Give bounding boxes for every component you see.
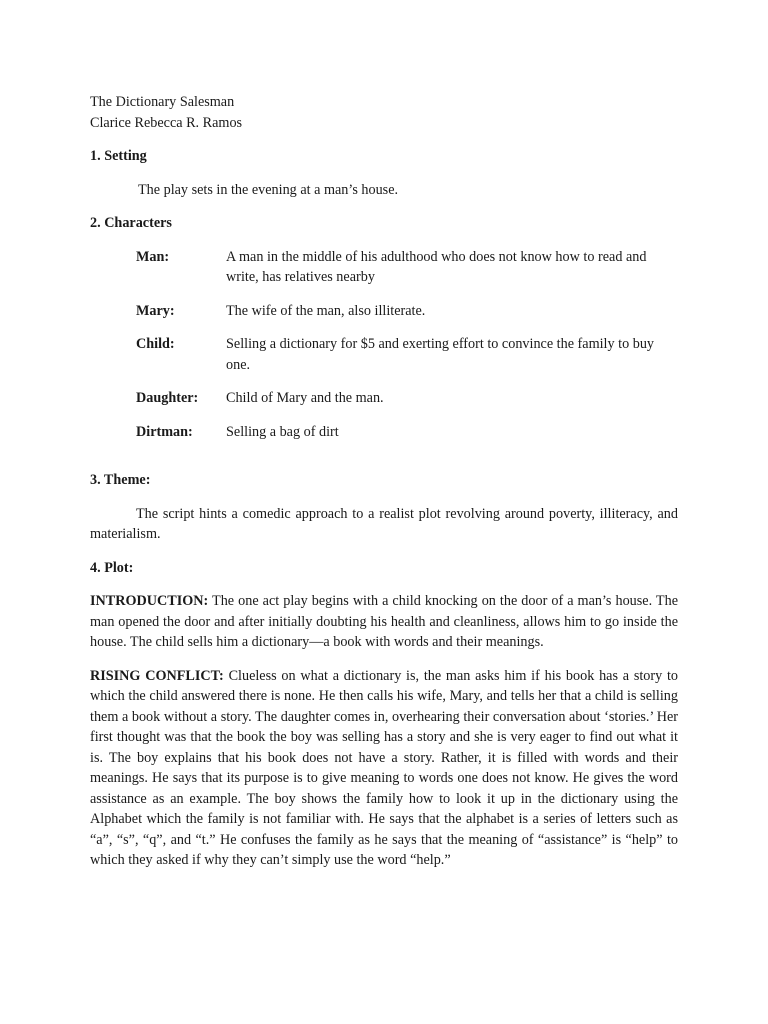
introduction-label: INTRODUCTION: [90,593,209,609]
character-row-mary [136,301,678,322]
theme-heading: 3. Theme: [90,472,151,488]
setting-text: The play sets in the evening at a man’s house. [138,181,399,198]
plot-heading: 4. Plot: [90,559,134,576]
character-row-child [136,334,678,375]
setting-heading: 1. Setting [90,148,147,164]
character-desc: Selling a dictionary for $5 and exerting effort to convince the family to buy one. [226,336,655,373]
document-title: The Dictionary Salesman [90,94,235,110]
theme-text: The script hints a comedic approach to a realist plot revolving around poverty, illiteracy, and materialism. [90,505,678,542]
character-list [90,247,678,443]
character-row-dirtman [136,422,678,443]
character-name: Daughter: [136,390,199,406]
character-name: Man: [136,248,170,265]
character-desc: Child of Mary and the man. [226,390,384,406]
rising-conflict-text: Clueless on what a dictionary is, the man asks him if his book has a story to which the child answered there is none. He then calls his wife, Mary, and tells her that a child is selling them a book without a story. The daughter comes in, overhearing their conversation about ‘stories.’ Her first thought was that the book the boy was selling has a story and she is very eager to find out what it is. The boy explains that his book does not have a story. Rather, it is filled with words and their meanings. He says that its purpose is to give meaning to words one does not know. He gives the word assistance as an example. The boy shows the family how to look it up in the dictionary using the Alphabet which the family is not familiar with. He says that the alphabet is a series of letters such as “a”, “s”, “q”, and “t.” He confuses the family as he says that the meaning of “assistance” is “help” to which they asked if why they can’t simply use the word “help.” [90,667,678,868]
plot-rising-conflict [90,666,678,871]
document-author: Clarice Rebecca R. Ramos [90,114,243,131]
character-name: Child: [136,336,175,352]
rising-conflict-label: RISING CONFLICT: [90,667,224,684]
character-row-man [136,247,678,288]
character-desc: The wife of the man, also illiterate. [226,302,426,319]
introduction-text: The one act play begins with a child knocking on the door of a man’s house. The man opened the door and after initially doubting his health and cleanliness, allows him to go inside the house. The child sells him a dictionary—a book with words and their meanings. [90,593,678,650]
plot-introduction [90,591,678,653]
character-desc: A man in the middle of his adulthood who does not know how to read and write, has relatives nearby [226,248,647,285]
character-desc: Selling a bag of dirt [226,423,339,440]
characters-heading: 2. Characters [90,215,172,231]
character-row-daughter [136,388,678,409]
document-page [90,92,678,871]
character-name: Mary: [136,302,175,319]
character-name: Dirtman: [136,423,193,440]
